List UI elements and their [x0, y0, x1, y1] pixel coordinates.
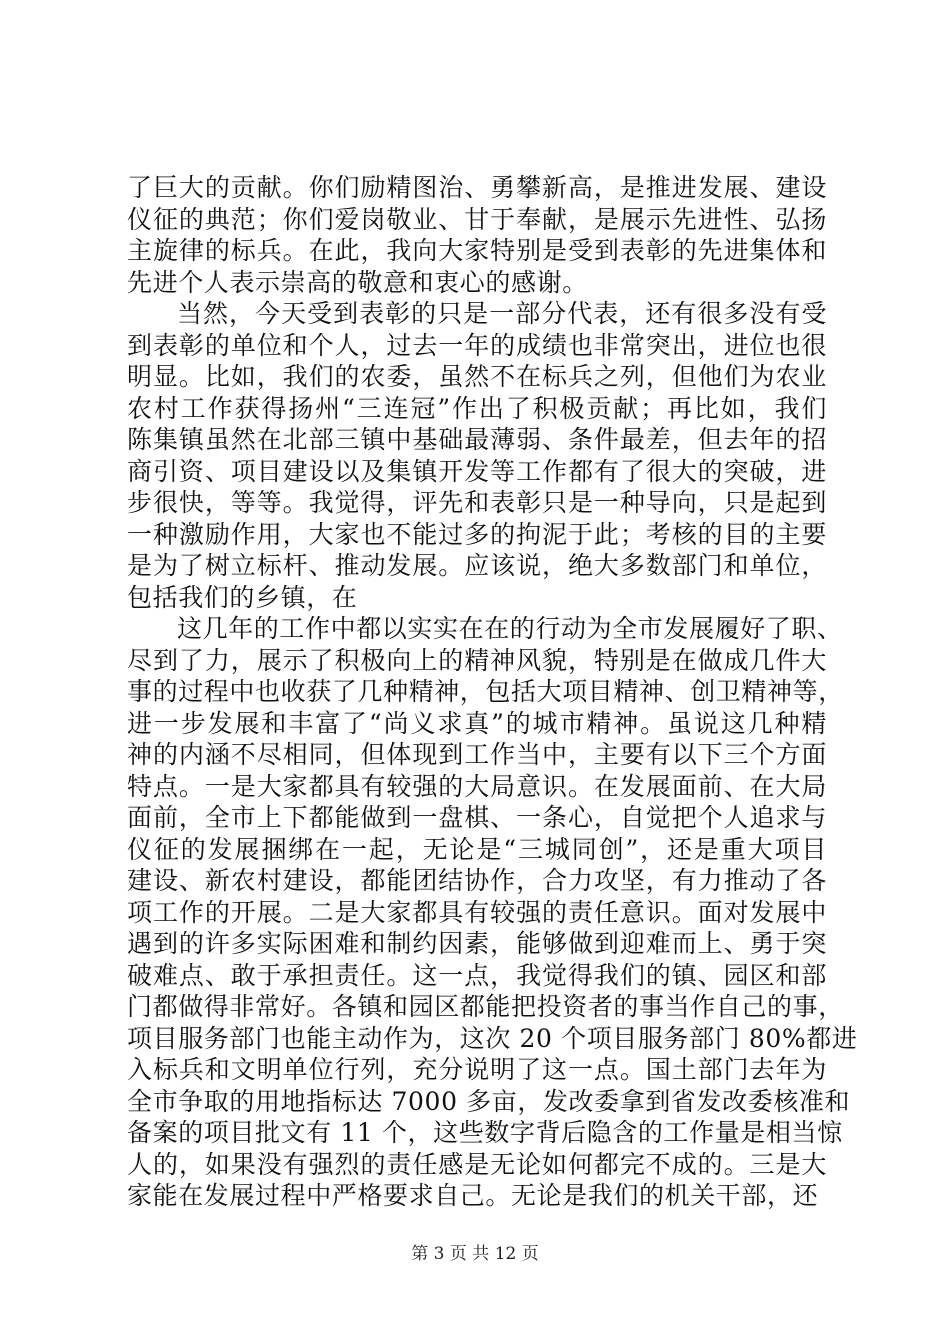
- text-line: 特点。一是大家都具有较强的大局意识。在发展面前、在大局: [127, 771, 827, 801]
- paragraph: [127, 613, 858, 1212]
- text-line: 遇到的许多实际困难和制约因素，能够做到迎难而上、勇于突: [127, 929, 827, 958]
- text-line: 面前，全市上下都能做到一盘棋、一条心，自觉把个人追求与: [127, 803, 827, 832]
- text-line: 神的内涵不尽相同，但体现到工作当中，主要有以下三个方面: [127, 740, 827, 769]
- paragraph: [127, 172, 827, 298]
- text-line: 当然，今天受到表彰的只是一部分代表，还有很多没有受: [177, 299, 827, 328]
- text-line: 商引资、项目建设以及集镇开发等工作都有了很大的突破，进: [127, 456, 827, 486]
- text-line: 了巨大的贡献。你们励精图治、勇攀新高，是推进发展、建设: [127, 173, 827, 202]
- text-line: 家能在发展过程中严格要求自己。无论是我们的机关干部，还: [127, 1181, 819, 1210]
- text-line: 包括我们的乡镇，在: [127, 582, 358, 612]
- text-line: 明显。比如，我们的农委，虽然不在标兵之列，但他们为农业: [127, 362, 827, 391]
- text-line: 项目服务部门也能主动作为，这次 20 个项目服务部门 80%都进: [127, 1023, 858, 1053]
- text-line: 尽到了力，展示了积极向上的精神风貌，特别是在做成几件大: [127, 645, 827, 675]
- text-line: 农村工作获得扬州“三连冠”作出了积极贡献；再比如，我们: [127, 393, 827, 423]
- paragraph: [127, 298, 827, 613]
- text-line: 事的过程中也收获了几种精神，包括大项目精神、创卫精神等，: [127, 677, 844, 706]
- text-line: 破难点、敢于承担责任。这一点，我觉得我们的镇、园区和部: [127, 960, 827, 990]
- text-line: 人的，如果没有强烈的责任感是无论如何都完不成的。三是大: [127, 1149, 827, 1179]
- text-line: 一种激励作用，大家也不能过多的拘泥于此；考核的目的主要: [127, 519, 827, 549]
- text-line: 到表彰的单位和个人，过去一年的成绩也非常突出，进位也很: [127, 330, 827, 360]
- text-line: 仪征的发展捆绑在一起，无论是“三城同创”，还是重大项目: [127, 834, 827, 864]
- text-line: 这几年的工作中都以实实在在的行动为全市发展履好了职、: [177, 614, 843, 643]
- text-line: 陈集镇虽然在北部三镇中基础最薄弱、条件最差，但去年的招: [127, 425, 827, 454]
- document-body: [127, 172, 858, 1212]
- text-line: 项工作的开展。二是大家都具有较强的责任意识。面对发展中: [127, 897, 827, 927]
- text-line: 主旋律的标兵。在此，我向大家特别是受到表彰的先进集体和: [127, 236, 827, 265]
- text-line: 仪征的典范；你们爱岗敬业、甘于奉献，是展示先进性、弘扬: [127, 204, 827, 234]
- text-line: 先进个人表示崇高的敬意和衷心的感谢。: [127, 267, 588, 297]
- text-line: 步很快，等等。我觉得，评先和表彰只是一种导向，只是起到: [127, 488, 827, 517]
- text-line: 进一步发展和丰富了“尚义求真”的城市精神。虽说这几种精: [127, 708, 827, 738]
- page-footer: 第 3 页 共 12 页: [411, 1244, 539, 1264]
- text-line: 备案的项目批文有 11 个，这些数字背后隐含的工作量是相当惊: [127, 1118, 843, 1147]
- text-line: 全市争取的用地指标达 7000 多亩，发改委拿到省发改委核准和: [127, 1086, 851, 1116]
- text-line: 是为了树立标杆、推动发展。应该说，绝大多数部门和单位，: [127, 551, 827, 580]
- text-line: 门都做得非常好。各镇和园区都能把投资者的事当作自己的事，: [127, 992, 844, 1021]
- text-line: 入标兵和文明单位行列，充分说明了这一点。国土部门去年为: [127, 1055, 827, 1084]
- text-line: 建设、新农村建设，都能团结协作，合力攻坚，有力推动了各: [127, 866, 827, 895]
